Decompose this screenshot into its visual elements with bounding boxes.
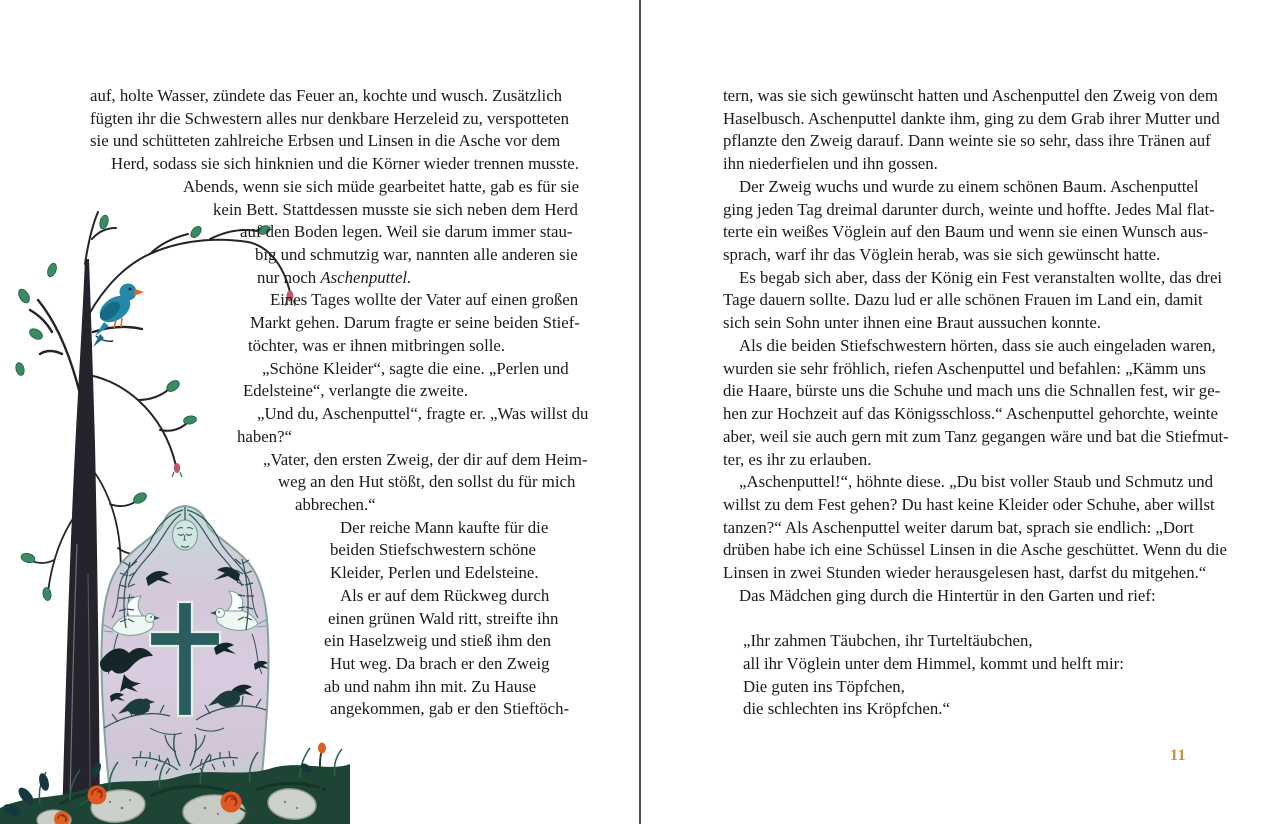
text-line: ein Haselzweig und stieß ihm den	[324, 631, 551, 651]
text-line: Edelsteine“, verlangte die zweite.	[243, 381, 469, 401]
text-line: Linsen in zwei Stunden wieder herausgelesen hast, darfst du mitgehen.“	[723, 563, 1207, 583]
text-line: „Aschenputtel!“, höhnte diese. „Du bist voller Staub und Schmutz und	[739, 472, 1213, 492]
text-line: all ihr Vöglein unter dem Himmel, kommt und helft mir:	[743, 653, 1124, 673]
text-line: Als die beiden Stiefschwestern hörten, dass sie auch eingeladen waren,	[739, 335, 1216, 355]
text-line: sie und schütteten zahlreiche Erbsen und Linsen in die Asche vor dem	[90, 131, 561, 151]
text-line: ihn niederfielen und ihn gossen.	[723, 154, 938, 174]
text-line: Hut weg. Da brach er den Zweig	[330, 653, 550, 673]
text-line: wurden sie sehr fröhlich, riefen Aschenputtel und befahlen: „Kämm uns	[723, 358, 1206, 378]
text-line: „Und du, Aschenputtel“, fragte er. „Was willst du	[257, 404, 589, 424]
text-line: abbrechen.“	[295, 494, 376, 514]
page-number: 11	[1170, 747, 1187, 764]
text-line: Das Mädchen ging durch die Hintertür in den Garten und rief:	[739, 585, 1156, 605]
text-line: sich sein Sohn unter ihnen eine Braut aussuchen konnte.	[723, 313, 1101, 333]
text-line: tanzen?“ Als Aschenputtel weiter darum bat, sprach sie endlich: „Dort	[723, 517, 1194, 537]
right-page-text	[723, 85, 1229, 721]
text-line: weg an den Hut stößt, den sollst du für mich	[278, 472, 576, 492]
left-page-text	[90, 85, 589, 721]
text-line: Haselbusch. Aschenputtel dankte ihm, ging zu dem Grab ihrer Mutter und	[723, 108, 1220, 128]
text-line: drüben habe ich eine Schüssel Linsen in die Asche geschüttet. Wenn du die	[723, 540, 1227, 560]
text-line: Eines Tages wollte der Vater auf einen großen	[270, 290, 579, 310]
text-line: fügten ihr die Schwestern alles nur denkbare Herzeleid zu, verspotteten	[90, 108, 570, 128]
text-line: die Haare, bürste uns die Schuhe und mach uns die Schnallen fest, wir ge-	[723, 381, 1221, 401]
text-line: töchter, was er ihnen mitbringen solle.	[248, 335, 506, 355]
text-line: Kleider, Perlen und Edelsteine.	[330, 563, 539, 583]
text-line: Der reiche Mann kaufte für die	[340, 517, 549, 537]
text-line: hen zur Hochzeit auf das Königsschloss.“ Aschenputtel gehorchte, weinte	[723, 404, 1218, 424]
text-line: auf den Boden legen. Weil sie darum immer stau-	[240, 222, 573, 242]
text-line: aber, weil sie auch gern mit zum Tanz gegangen wäre und bat die Stiefmut-	[723, 426, 1229, 446]
text-line: die schlechten ins Kröpfchen.“	[743, 699, 950, 719]
text-line: kein Bett. Stattdessen musste sie sich neben dem Herd	[213, 199, 578, 219]
text-line: big und schmutzig war, nannten alle anderen sie	[255, 245, 578, 265]
text-line: ging jeden Tag dreimal darunter durch, weinte und hoffte. Jedes Mal flat-	[723, 199, 1215, 219]
text-line: nur noch Aschenputtel.	[257, 267, 412, 287]
text-line: Abends, wenn sie sich müde gearbeitet hatte, gab es für sie	[183, 176, 580, 196]
text-line: Herd, sodass sie sich hinknien und die Körner wieder trennen musste.	[111, 154, 579, 174]
text-line: haben?“	[237, 426, 292, 446]
text-line: „Ihr zahmen Täubchen, ihr Turteltäubchen,	[743, 631, 1033, 651]
text-line: angekommen, gab er den Stieftöch-	[330, 699, 570, 719]
text-line: Der Zweig wuchs und wurde zu einem schönen Baum. Aschenputtel	[739, 176, 1199, 196]
text-line: beiden Stiefschwestern schöne	[330, 540, 536, 560]
text-line: sprach, warf ihr das Vöglein herab, was sie sich gewünscht hatte.	[723, 245, 1161, 265]
text-line: „Vater, den ersten Zweig, der dir auf dem Heim-	[263, 449, 588, 469]
text-line: Tage dauern sollte. Dazu lud er alle schönen Frauen im Land ein, damit	[723, 290, 1203, 310]
text-line: ter, es ihr zu erlauben.	[723, 449, 872, 469]
text-line: einen grünen Wald ritt, streifte ihn	[328, 608, 559, 628]
text-line: Es begab sich aber, dass der König ein Fest veranstalten wollte, das drei	[739, 267, 1223, 287]
text-line: willst zu dem Fest gehen? Du hast keine Kleider oder Schuhe, aber willst	[723, 494, 1215, 514]
text-line: Markt gehen. Darum fragte er seine beiden Stief-	[250, 313, 580, 333]
page-gutter-divider	[639, 0, 641, 824]
text-line: „Schöne Kleider“, sagte die eine. „Perlen und	[262, 358, 569, 378]
text-line: Als er auf dem Rückweg durch	[340, 585, 550, 605]
text-line	[723, 608, 1193, 631]
text-line: terte ein weißes Vöglein auf den Baum und wenn sie einen Wunsch aus-	[723, 222, 1209, 242]
text-line: pflanzte den Zweig darauf. Dann weinte sie so sehr, dass ihre Tränen auf	[723, 131, 1211, 151]
text-line: Die guten ins Töpfchen,	[743, 676, 905, 696]
text-line: tern, was sie sich gewünscht hatten und Aschenputtel den Zweig von dem	[723, 86, 1218, 105]
text-line: ab und nahm ihn mit. Zu Hause	[324, 676, 537, 696]
text-line: auf, holte Wasser, zündete das Feuer an, kochte und wusch. Zusätzlich	[90, 86, 563, 105]
